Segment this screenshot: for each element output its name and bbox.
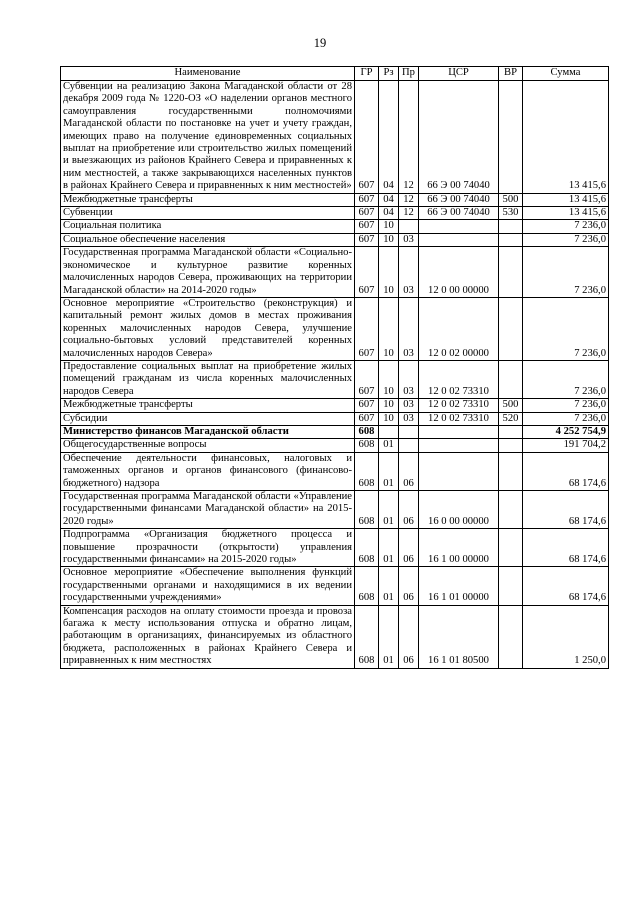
cell-name: Межбюджетные трансферты <box>61 399 355 412</box>
cell-rz: 01 <box>379 567 399 605</box>
cell-gr: 608 <box>355 425 379 438</box>
cell-rz: 01 <box>379 605 399 668</box>
cell-vr <box>499 233 523 246</box>
column-header-rz: Рз <box>379 67 399 81</box>
cell-gr: 608 <box>355 439 379 452</box>
cell-rz: 10 <box>379 220 399 233</box>
cell-gr: 608 <box>355 567 379 605</box>
cell-name: Социальное обеспечение населения <box>61 233 355 246</box>
cell-sum: 68 174,6 <box>523 491 609 529</box>
cell-gr: 607 <box>355 297 379 360</box>
cell-gr: 607 <box>355 412 379 425</box>
cell-csr: 16 1 01 00000 <box>419 567 499 605</box>
table-row <box>61 425 609 438</box>
cell-vr <box>499 452 523 490</box>
cell-name: Субсидии <box>61 412 355 425</box>
cell-pr: 03 <box>399 297 419 360</box>
cell-rz: 10 <box>379 233 399 246</box>
cell-rz: 10 <box>379 399 399 412</box>
cell-rz: 10 <box>379 247 399 298</box>
cell-sum: 4 252 754,9 <box>523 425 609 438</box>
table-row <box>61 297 609 360</box>
column-header-csr: ЦСР <box>419 67 499 81</box>
cell-pr: 06 <box>399 452 419 490</box>
column-header-name: Наименование <box>61 67 355 81</box>
cell-pr: 03 <box>399 233 419 246</box>
cell-csr <box>419 220 499 233</box>
cell-csr: 12 0 02 73310 <box>419 412 499 425</box>
cell-pr: 06 <box>399 529 419 567</box>
cell-gr: 608 <box>355 529 379 567</box>
cell-rz: 01 <box>379 529 399 567</box>
cell-vr <box>499 220 523 233</box>
table-row <box>61 193 609 206</box>
cell-vr <box>499 360 523 398</box>
column-header-sum: Сумма <box>523 67 609 81</box>
cell-csr: 12 0 02 73310 <box>419 399 499 412</box>
cell-name: Межбюджетные трансферты <box>61 193 355 206</box>
cell-gr: 607 <box>355 220 379 233</box>
table-row <box>61 360 609 398</box>
cell-csr: 66 Э 00 74040 <box>419 81 499 194</box>
cell-csr: 66 Э 00 74040 <box>419 193 499 206</box>
cell-gr: 608 <box>355 452 379 490</box>
cell-name: Общегосударственные вопросы <box>61 439 355 452</box>
cell-csr: 12 0 00 00000 <box>419 247 499 298</box>
cell-csr <box>419 233 499 246</box>
table-row <box>61 207 609 220</box>
table-header-row <box>61 67 609 81</box>
table-row <box>61 247 609 298</box>
cell-rz: 01 <box>379 452 399 490</box>
cell-vr <box>499 81 523 194</box>
cell-sum: 7 236,0 <box>523 247 609 298</box>
cell-csr: 12 0 02 73310 <box>419 360 499 398</box>
cell-sum: 68 174,6 <box>523 452 609 490</box>
page-number: 19 <box>313 36 327 50</box>
cell-name: Основное мероприятие «Обеспечение выполнения функций государственными органами и находящимися в их ведении государственными учреждениями» <box>61 567 355 605</box>
cell-name: Обеспечение деятельности финансовых, налоговых и таможенных органов и органов финансового (финансово-бюджетного) надзора <box>61 452 355 490</box>
cell-name: Компенсация расходов на оплату стоимости проезда и провоза багажа к месту использования отпуска и обратно лицам, работающим в организациях, финансируемых из областного бюджета, расположенных в районах Крайнего Севера и приравненных к ним местностях <box>61 605 355 668</box>
cell-vr: 500 <box>499 193 523 206</box>
cell-name: Основное мероприятие «Строительство (реконструкция) и капитальный ремонт жилых домов в местах проживания коренных малочисленных народов Севера, улучшение социально-бытовых условий представителей коренных малочисленных народов Севера» <box>61 297 355 360</box>
cell-csr: 12 0 02 00000 <box>419 297 499 360</box>
cell-gr: 607 <box>355 399 379 412</box>
cell-pr: 12 <box>399 193 419 206</box>
cell-vr <box>499 491 523 529</box>
cell-rz: 10 <box>379 360 399 398</box>
table-row <box>61 529 609 567</box>
cell-vr <box>499 297 523 360</box>
cell-name: Государственная программа Магаданской области «Социально-экономическое и культурное развитие коренных малочисленных народов Севера, проживающих на территории Магаданской области» на 2014-2020 годы» <box>61 247 355 298</box>
table-row <box>61 412 609 425</box>
cell-rz: 10 <box>379 412 399 425</box>
cell-sum: 68 174,6 <box>523 567 609 605</box>
cell-rz: 01 <box>379 491 399 529</box>
cell-csr <box>419 425 499 438</box>
cell-pr: 03 <box>399 399 419 412</box>
table-row <box>61 399 609 412</box>
cell-sum: 191 704,2 <box>523 439 609 452</box>
table-row <box>61 491 609 529</box>
cell-gr: 607 <box>355 233 379 246</box>
cell-sum: 7 236,0 <box>523 233 609 246</box>
table-row <box>61 567 609 605</box>
cell-csr: 16 1 01 80500 <box>419 605 499 668</box>
cell-rz: 10 <box>379 297 399 360</box>
cell-csr: 66 Э 00 74040 <box>419 207 499 220</box>
table-body <box>61 81 609 669</box>
cell-pr: 03 <box>399 360 419 398</box>
cell-name: Субвенции на реализацию Закона Магаданской области от 28 декабря 2009 года № 1220-ОЗ «О наделении органов местного самоуправления государственными полномочиями Магаданской области по постановке на учет и учету граждан, имеющих право на получение единовременных социальных выплат на приобретение или строительство жилых помещений и выезжающих из районов Крайнего Севера и приравненных к ним местностей, а также закрывающихся населенных пунктов в районах Крайнего Севера и приравненных к ним местностей» <box>61 81 355 194</box>
column-header-gr: ГР <box>355 67 379 81</box>
cell-sum: 7 236,0 <box>523 399 609 412</box>
cell-pr <box>399 220 419 233</box>
cell-name: Социальная политика <box>61 220 355 233</box>
cell-pr: 06 <box>399 605 419 668</box>
cell-vr: 520 <box>499 412 523 425</box>
cell-rz: 01 <box>379 439 399 452</box>
cell-vr <box>499 247 523 298</box>
cell-gr: 607 <box>355 81 379 194</box>
table-row <box>61 439 609 452</box>
cell-name: Субвенции <box>61 207 355 220</box>
cell-vr <box>499 567 523 605</box>
cell-pr: 03 <box>399 247 419 298</box>
cell-sum: 7 236,0 <box>523 297 609 360</box>
cell-sum: 1 250,0 <box>523 605 609 668</box>
cell-pr: 12 <box>399 207 419 220</box>
table-row <box>61 605 609 668</box>
cell-vr <box>499 605 523 668</box>
cell-rz: 04 <box>379 207 399 220</box>
cell-pr: 03 <box>399 412 419 425</box>
cell-sum: 13 415,6 <box>523 207 609 220</box>
cell-gr: 607 <box>355 193 379 206</box>
budget-table <box>60 66 609 669</box>
cell-sum: 13 415,6 <box>523 81 609 194</box>
cell-csr <box>419 452 499 490</box>
table-row <box>61 452 609 490</box>
cell-vr: 530 <box>499 207 523 220</box>
cell-gr: 608 <box>355 605 379 668</box>
cell-vr <box>499 529 523 567</box>
cell-vr <box>499 439 523 452</box>
cell-sum: 7 236,0 <box>523 220 609 233</box>
cell-sum: 7 236,0 <box>523 412 609 425</box>
column-header-pr: Пр <box>399 67 419 81</box>
table-row <box>61 233 609 246</box>
cell-csr: 16 1 00 00000 <box>419 529 499 567</box>
cell-pr: 12 <box>399 81 419 194</box>
cell-sum: 68 174,6 <box>523 529 609 567</box>
cell-sum: 7 236,0 <box>523 360 609 398</box>
table-row <box>61 220 609 233</box>
cell-name: Подпрограмма «Организация бюджетного процесса и повышение прозрачности (открытости) управления государственными финансами» на 2015-2020 годы» <box>61 529 355 567</box>
cell-name: Предоставление социальных выплат на приобретение жилых помещений гражданам из числа коренных малочисленных народов Севера <box>61 360 355 398</box>
cell-rz <box>379 425 399 438</box>
cell-name: Государственная программа Магаданской области «Управление государственными финансами Магаданской области» на 2015-2020 годы» <box>61 491 355 529</box>
cell-gr: 608 <box>355 491 379 529</box>
cell-pr <box>399 439 419 452</box>
cell-rz: 04 <box>379 193 399 206</box>
cell-pr: 06 <box>399 567 419 605</box>
cell-pr <box>399 425 419 438</box>
cell-gr: 607 <box>355 247 379 298</box>
cell-rz: 04 <box>379 81 399 194</box>
cell-csr <box>419 439 499 452</box>
cell-pr: 06 <box>399 491 419 529</box>
cell-gr: 607 <box>355 207 379 220</box>
cell-name: Министерство финансов Магаданской области <box>61 425 355 438</box>
cell-gr: 607 <box>355 360 379 398</box>
table-row <box>61 81 609 194</box>
cell-csr: 16 0 00 00000 <box>419 491 499 529</box>
cell-sum: 13 415,6 <box>523 193 609 206</box>
cell-vr <box>499 425 523 438</box>
cell-vr: 500 <box>499 399 523 412</box>
column-header-vr: ВР <box>499 67 523 81</box>
